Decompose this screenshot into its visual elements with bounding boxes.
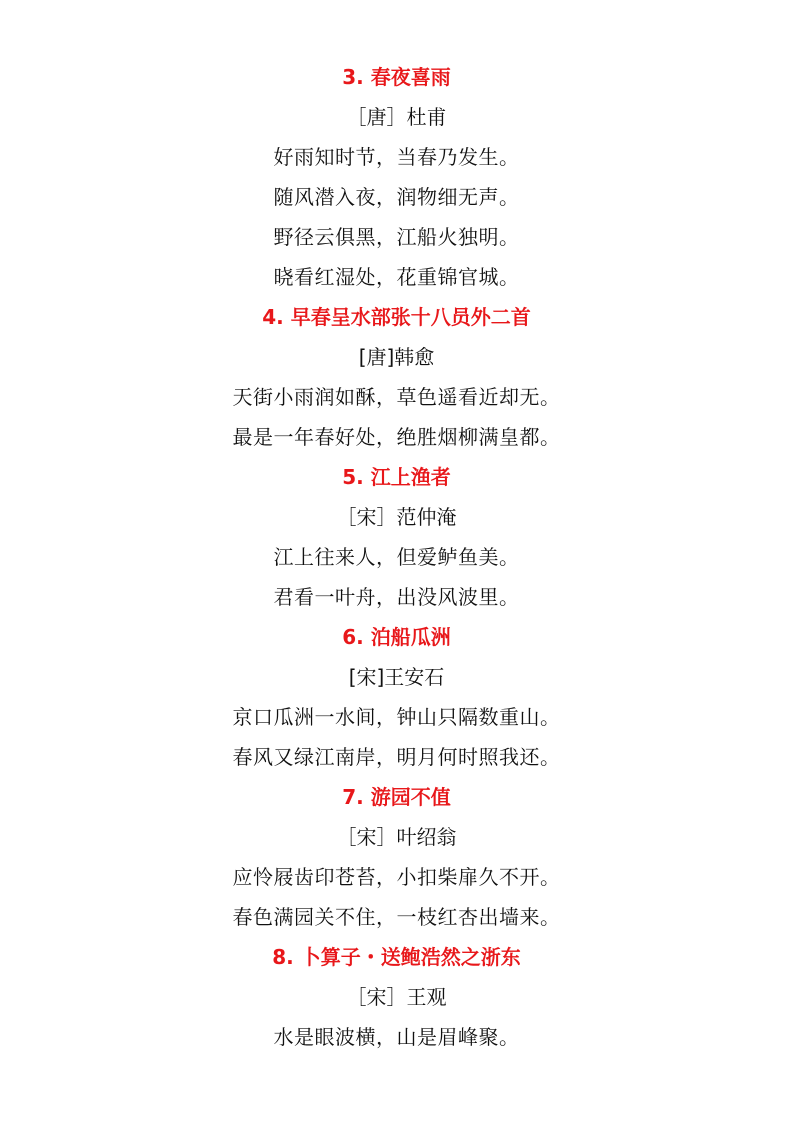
poem-line: 君看一叶舟，出没风波里。 — [273, 585, 520, 609]
poem-line: 天街小雨润如酥，草色遥看近却无。 — [232, 385, 561, 409]
poem-line: 最是一年春好处，绝胜烟柳满皇都。 — [232, 425, 561, 449]
poem-line: 水是眼波横，山是眉峰聚。 — [273, 1025, 520, 1049]
poem-title: 5. 江上渔者 — [342, 465, 451, 489]
poem-line: 随风潜入夜，润物细无声。 — [273, 185, 520, 209]
poem-line: 江上往来人，但爱鲈鱼美。 — [273, 545, 520, 569]
poem-line: 野径云俱黑，江船火独明。 — [273, 225, 520, 249]
poem-author: ［宋］范仲淹 — [336, 505, 457, 529]
poem-author: ［宋］叶绍翁 — [336, 825, 457, 849]
poem-line: 春色满园关不住，一枝红杏出墙来。 — [232, 905, 561, 929]
poem-line: 好雨知时节，当春乃发生。 — [273, 145, 520, 169]
poem-line: 晓看红湿处，花重锦官城。 — [273, 265, 520, 289]
poem-title: 4. 早春呈水部张十八员外二首 — [262, 305, 531, 329]
poem-document — [0, 57, 793, 1057]
poem-line: 春风又绿江南岸，明月何时照我还。 — [232, 745, 561, 769]
poem-title: 3. 春夜喜雨 — [342, 65, 451, 89]
poem-line: 京口瓜洲一水间，钟山只隔数重山。 — [232, 705, 561, 729]
poem-title: 8. 卜算子・送鲍浩然之浙东 — [272, 945, 521, 969]
poem-title: 6. 泊船瓜洲 — [342, 625, 451, 649]
poem-author: [宋]王安石 — [348, 665, 445, 689]
poem-author: ［唐］杜甫 — [346, 105, 447, 129]
poem-author: [唐]韩愈 — [358, 345, 435, 369]
poem-title: 7. 游园不值 — [342, 785, 451, 809]
poem-author: ［宋］王观 — [346, 985, 447, 1009]
poem-line: 应怜屐齿印苍苔，小扣柴扉久不开。 — [232, 865, 561, 889]
